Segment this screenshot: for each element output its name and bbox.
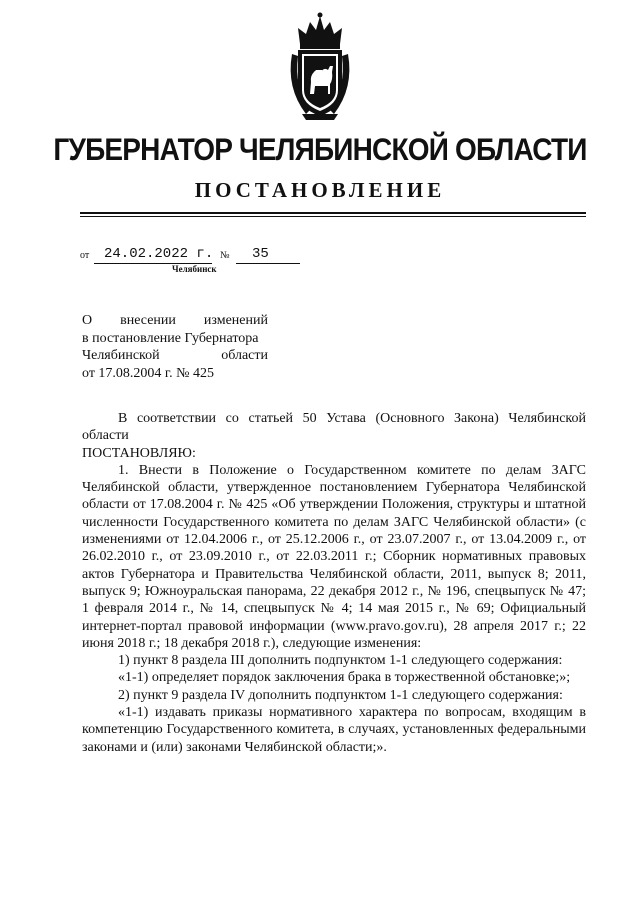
body-paragraph: 1. Внести в Положение о Государственном комитете по делам ЗАГС Челябинской области, утвержденное постановлением Губернатора Челябинской области от 17.08.2004 г. № 425 «Об утверждении Положения, структуры и штатной численности Государственного комитета по делам ЗАГС Челябинской области» (с изменениями от 12.04.2006 г., от 25.12.2006 г., от 23.07.2007 г., от 13.04.2009 г., от 26.02.2010 г., от 23.09.2010 г., от 22.03.2011 г.; Сборник нормативных правовых актов Губернатора и Правительства Челябинской области, 2011, выпуск 8; 2011, выпуск 9; Южноуральская панорама, 22 декабря 2012 г., № 196, спецвыпуск № 47; 1 февраля 2014 г., № 14, спецвыпуск № 4; 14 мая 2015 г., № 69; Официальный интернет-портал правовой информации (www.pravo.gov.ru), 28 апреля 2017 г.; 22 июня 2018 г.; 18 декабря 2018 г.), следующие изменения: xyxy=(82,462,586,651)
number-prefix: № xyxy=(220,250,230,261)
body-paragraph: «1-1) издавать приказы нормативного характера по вопросам, входящим в компетенцию Государственного комитета, в случаях, установленных федеральными законами и (или) законами Челябинской области;». xyxy=(82,705,586,755)
subject-line: от 17.08.2004 г. № 425 xyxy=(82,365,214,381)
decree-subject xyxy=(82,312,268,382)
number-underline xyxy=(236,263,300,264)
decree-number: 35 xyxy=(252,246,269,262)
body-paragraph: В соответствии со статьей 50 Устава (Основного Закона) Челябинской области xyxy=(82,411,586,444)
subject-line: в постановление Губернатора xyxy=(82,330,259,346)
header-divider-thick xyxy=(80,212,586,214)
coat-of-arms-emblem xyxy=(284,10,356,122)
header-divider-thin xyxy=(80,216,586,217)
decree-date: 24.02.2022 г. xyxy=(104,246,214,262)
body-paragraph: «1-1) определяет порядок заключения брака в торжественной обстановке;»; xyxy=(118,670,571,686)
body-paragraph: 2) пункт 9 раздела IV дополнить подпунктом 1-1 следующего содержания: xyxy=(118,687,563,703)
body-paragraph: 1) пункт 8 раздела III дополнить подпунктом 1-1 следующего содержания: xyxy=(118,653,563,669)
subject-line: Челябинской области xyxy=(82,348,268,363)
decree-body xyxy=(82,410,586,756)
resolve-heading: ПОСТАНОВЛЯЮ: xyxy=(82,445,196,461)
decree-title: ПОСТАНОВЛЕНИЕ xyxy=(194,178,446,202)
governor-title: ГУБЕРНАТОР ЧЕЛЯБИНСКОЙ ОБЛАСТИ xyxy=(53,132,587,167)
decree-city: Челябинск xyxy=(172,264,217,274)
decree-date-line xyxy=(80,244,310,264)
subject-line: О внесении изменений xyxy=(82,313,268,328)
date-prefix: от xyxy=(80,250,90,261)
